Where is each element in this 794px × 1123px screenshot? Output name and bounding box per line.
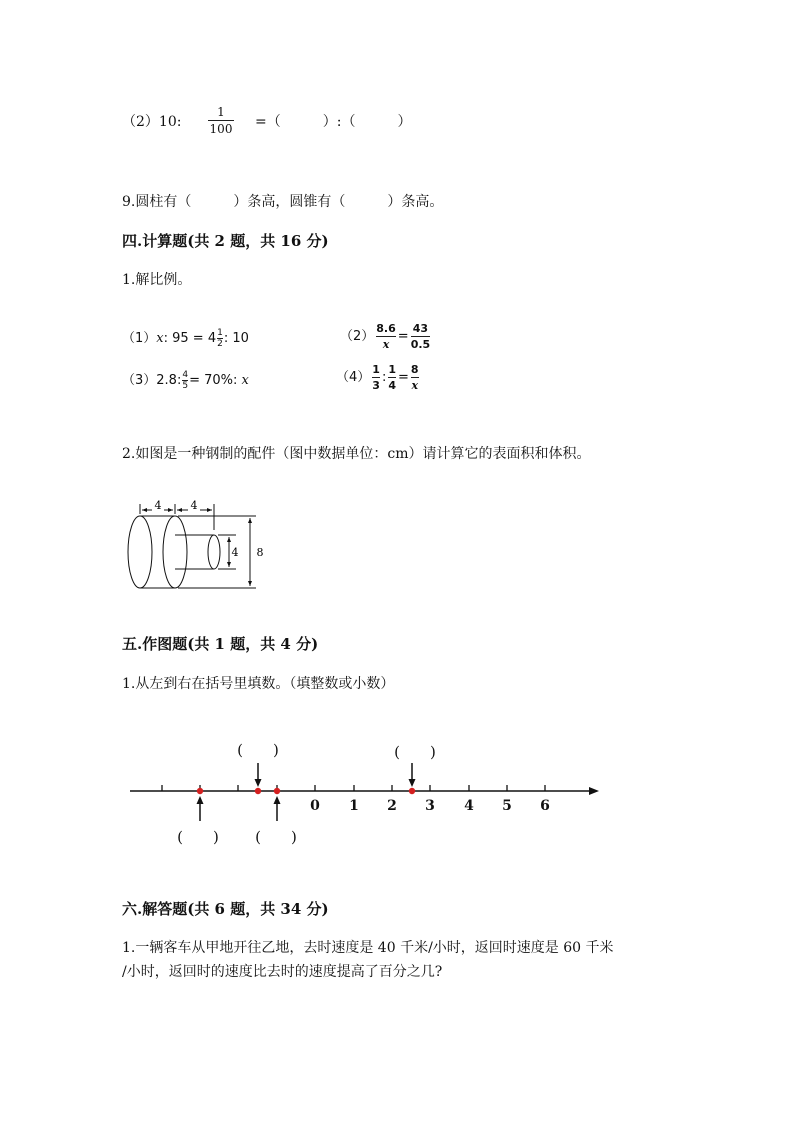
tick-label-2: 2 (387, 798, 397, 814)
tick-label-5: 5 (502, 798, 512, 814)
outer-diameter-label: 8 (256, 546, 264, 559)
section-5-heading: 五.作图题(共 1 题，共 4 分) (122, 635, 319, 653)
point-a (197, 788, 203, 794)
length-label-1: 4 (154, 499, 162, 512)
proportion-3: $(3)2.8:\frac{4}{5}= 70\%$: x (122, 370, 249, 391)
number-line-figure (125, 735, 605, 855)
tick-label-3: 3 (425, 798, 435, 814)
point-c (274, 788, 280, 794)
proportion-1: （1）x: $95 = 4\frac{1}{2}$: 10 (122, 328, 249, 349)
section-4-heading: 四.计算题(共 2 题，共 16 分) (122, 232, 329, 250)
blank-above-d: ( ) (394, 743, 436, 761)
point-b (255, 788, 261, 794)
proportion-2: $(2) \frac{8.6}{x} = \frac{43}{0.5}$ (340, 322, 431, 351)
tick-label-4: 4 (464, 798, 474, 814)
fraction-numerator: 1 (217, 105, 225, 119)
section-6-heading: 六.解答题(共 6 题，共 34 分) (122, 900, 329, 918)
section-4-q2-title: 2.如图是一种钢制的配件（图中数据单位：cm）请计算它的表面积和体积。 (122, 446, 591, 462)
ratio-question-blanks: =（ ）:（ ） (255, 114, 412, 130)
tick-label-1: 1 (349, 798, 359, 814)
small-cylinder-end-face (208, 535, 220, 569)
large-cylinder-left-face (128, 516, 152, 588)
section-4-q1-title: 1.解比例。 (122, 272, 192, 288)
proportion-4: $(4) \frac{1}{3}$ : $\frac{1}{4} = \frac{8}{x}$ (336, 363, 419, 392)
length-label-2: 4 (190, 499, 198, 512)
axis-arrow-head (589, 787, 599, 795)
large-cylinder-right-face (163, 516, 187, 588)
question-9: 9.圆柱有（ ）条高，圆锥有（ ）条高。 (122, 194, 444, 210)
fraction-denominator: 100 (209, 122, 233, 136)
tick-label-0: 0 (310, 798, 320, 814)
blank-below-a: ( ) (177, 828, 219, 846)
ratio-question-prefix: （2）10: (122, 114, 182, 130)
section-6-q1-line1: 1.一辆客车从甲地开往乙地，去时速度是 40 千米/小时，返回时速度是 60 千米 (122, 940, 614, 956)
blank-above-b: ( ) (237, 741, 279, 759)
fraction-1-100 (208, 105, 234, 136)
inner-diameter-label: 4 (231, 546, 239, 559)
steel-part-figure (118, 490, 278, 600)
section-6-q1-line2: /小时，返回时的速度比去时的速度提高了百分之几? (122, 964, 443, 980)
section-5-q1-title: 1.从左到右在括号里填数。（填整数或小数） (122, 676, 395, 692)
tick-label-6: 6 (540, 798, 550, 814)
blank-below-c: ( ) (255, 828, 297, 846)
point-d (409, 788, 415, 794)
